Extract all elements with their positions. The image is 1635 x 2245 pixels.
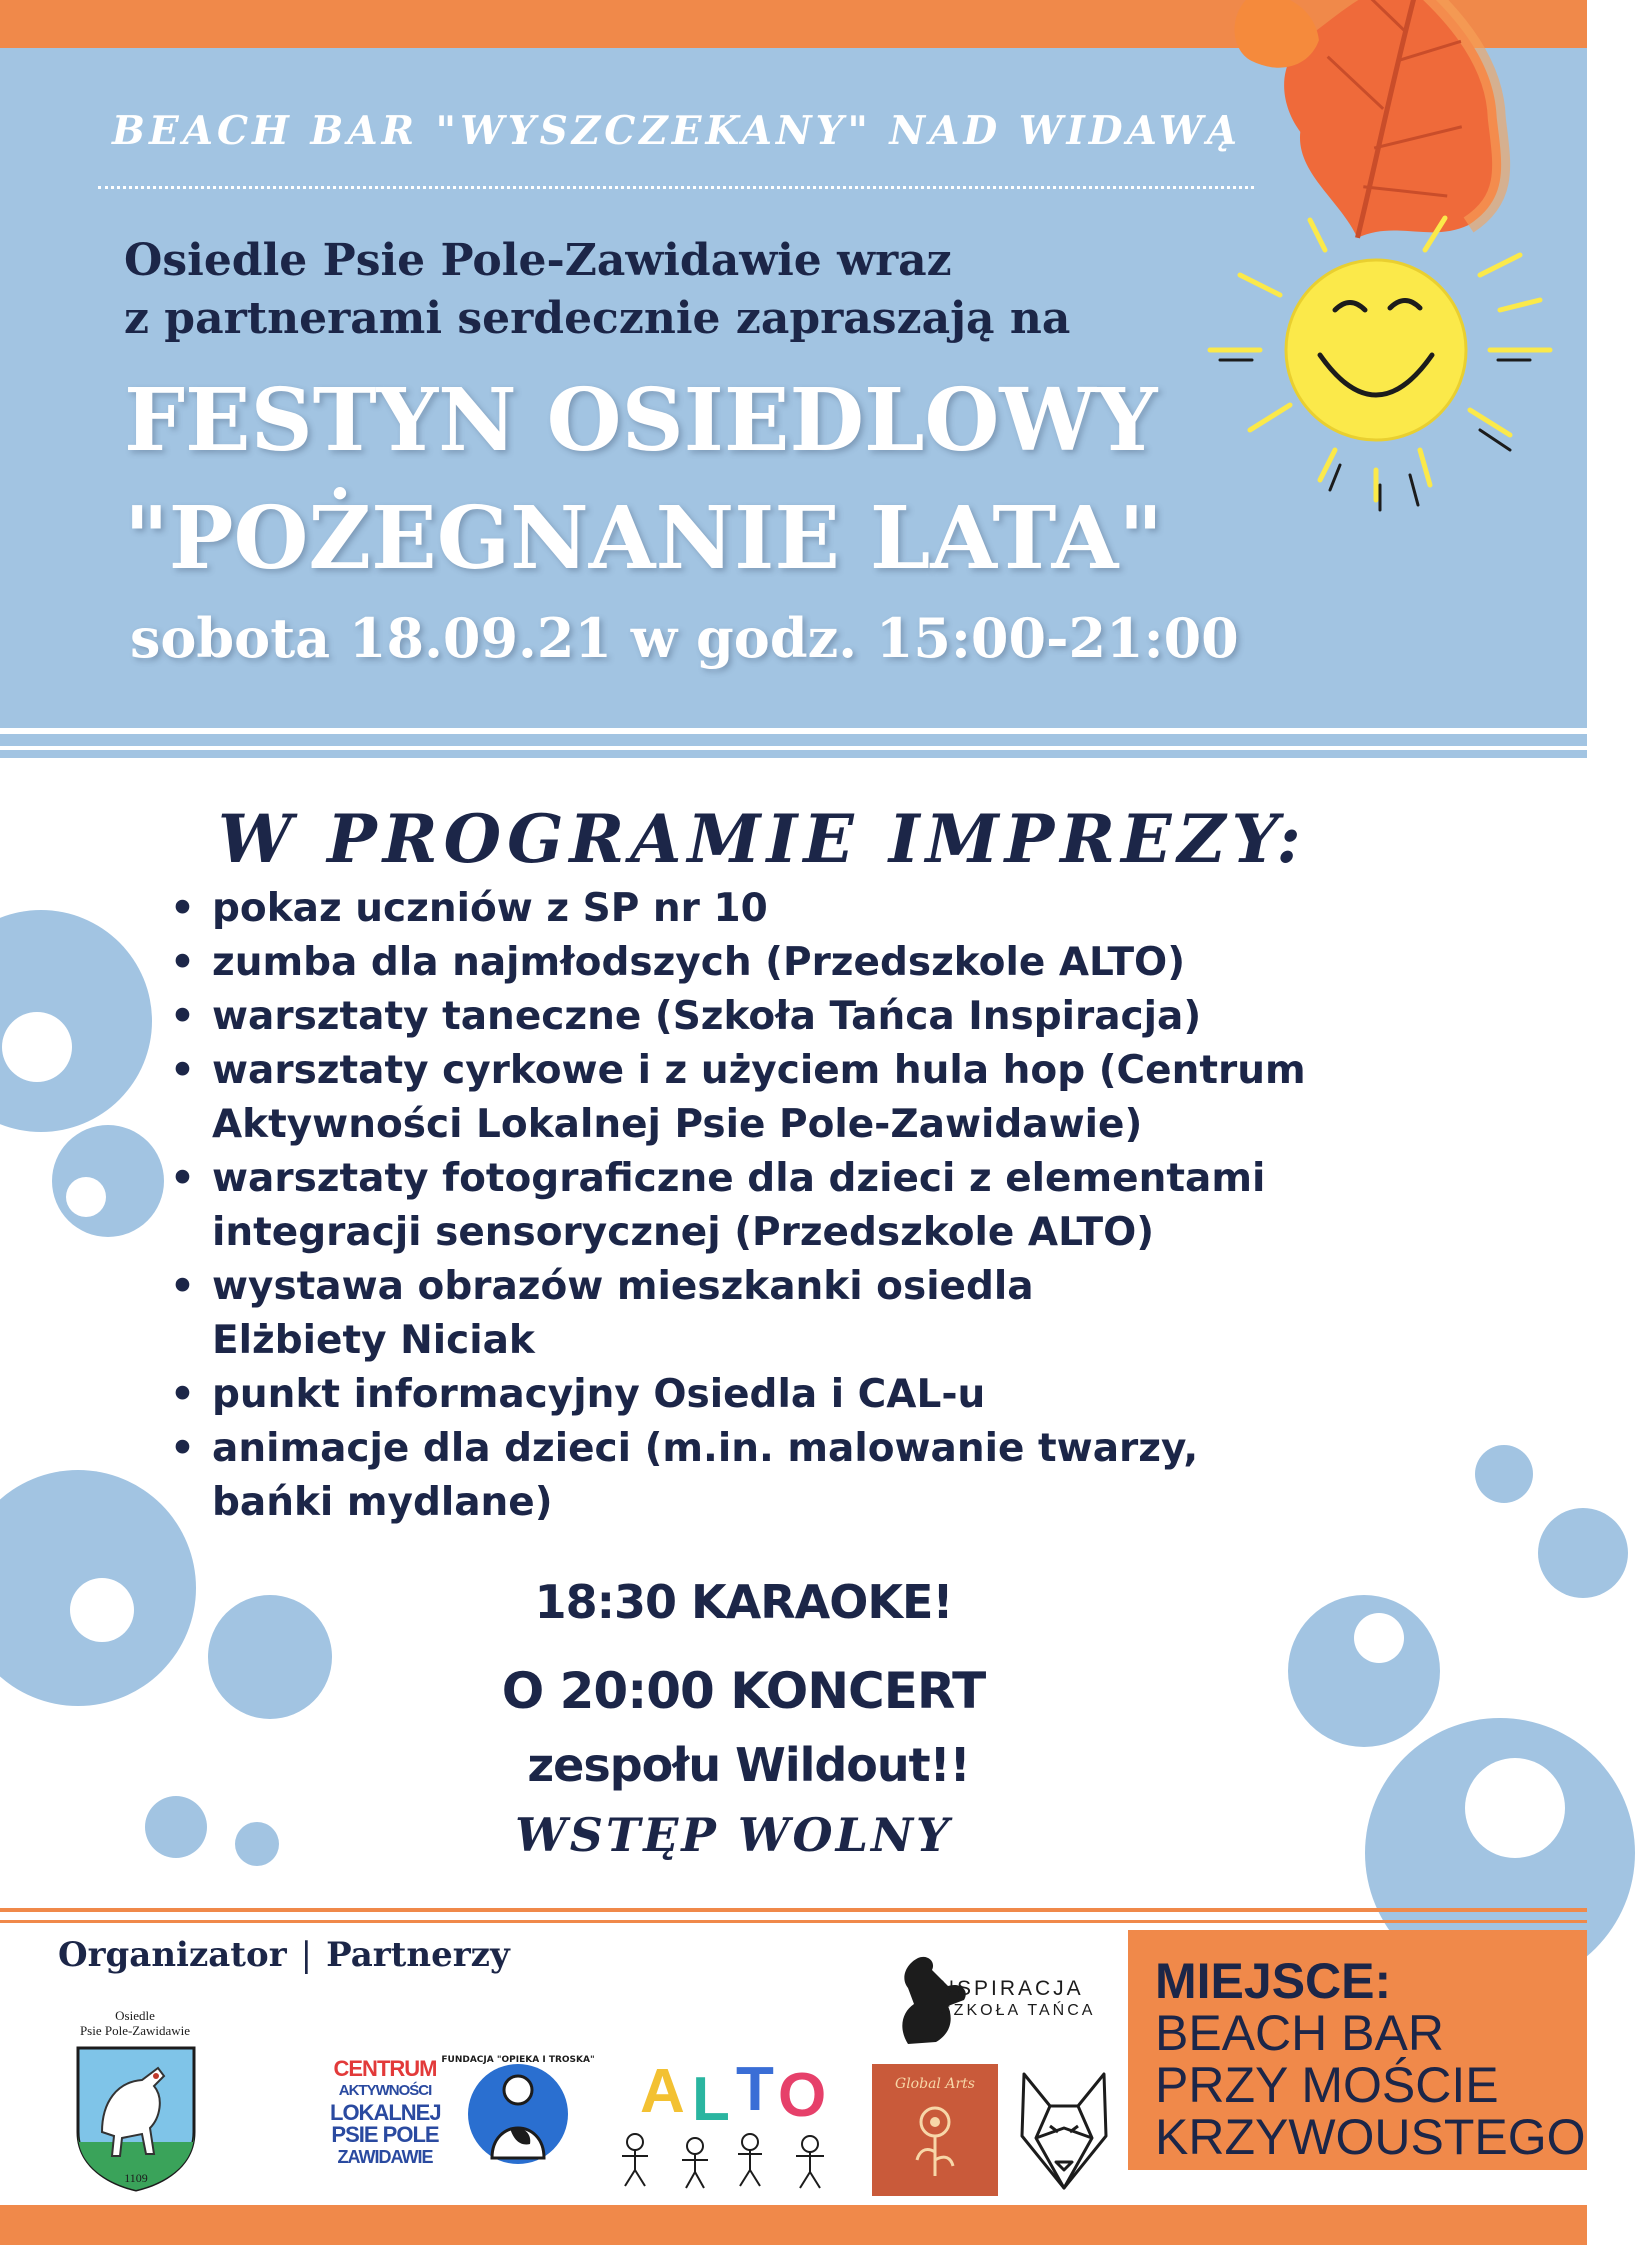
footer-rule-2 [0, 1920, 1587, 1923]
flower-icon [905, 2100, 965, 2180]
program-item: • wystawa obrazów mieszkanki osiedla Elżbiety Niciak [170, 1260, 1430, 1368]
partners-label: Partnerzy [326, 1935, 510, 1975]
event-title-line-1: FESTYN OSIEDLOWY [124, 370, 1158, 471]
cal-logo: CENTRUM AKTYWNOŚCI LOKALNEJ PSIE POLE ZAWIDAWIE [330, 2056, 441, 2167]
header-divider-band [0, 734, 1587, 746]
program-item: • animacje dla dzieci (m.in. malowanie twarzy, bańki mydlane) [170, 1422, 1430, 1530]
bottom-orange-bar [0, 2205, 1587, 2245]
venue-info [1155, 1955, 1586, 2163]
program-item: • warsztaty fotograficzne dla dzieci z elementami integracji sensorycznej (Przedszkole ALTO) [170, 1152, 1430, 1260]
invitation-line-1: Osiedle Psie Pole-Zawidawie wraz [124, 235, 952, 286]
venue-eyebrow: BEACH BAR "WYSZCZEKANY" NAD WIDAWĄ [112, 108, 1241, 154]
footer-label [58, 1935, 510, 1975]
label-separator: | [300, 1935, 313, 1975]
fundacja-logo-icon [441, 2048, 595, 2188]
bubble-decoration [1538, 1508, 1628, 1598]
inspiracja-logo: INSPIRACJA SZKOŁA TAŃCA [930, 1977, 1096, 2019]
invitation-text [124, 232, 1070, 348]
header-divider-band-2 [0, 750, 1587, 758]
organizer-label: Organizator [58, 1935, 287, 1975]
svg-text:1109: 1109 [124, 2171, 148, 2185]
program-item: • warsztaty taneczne (Szkoła Tańca Inspiracja) [170, 990, 1430, 1044]
bubble-decoration [52, 1125, 164, 1237]
children-figures-icon [610, 2130, 840, 2190]
venue-line-3: KRZYWOUSTEGO [1155, 2109, 1586, 2165]
band-name: zespołu Wildout!! [527, 1738, 970, 1792]
crest-caption: Osiedle Psie Pole-Zawidawie [79, 2008, 191, 2038]
program-item: • punkt informacyjny Osiedla i CAL-u [170, 1368, 1430, 1422]
geometric-dog-icon [1014, 2066, 1114, 2194]
venue-line-2: PRZY MOŚCIE [1155, 2057, 1499, 2113]
dotted-divider [98, 186, 1254, 189]
smiling-sun-icon [1180, 200, 1560, 520]
bubble-decoration [0, 910, 152, 1132]
event-title-line-2: "POŻEGNANIE LATA" [124, 488, 1164, 589]
venue-label: MIEJSCE: [1155, 1953, 1392, 2009]
global-arts-logo: Global Arts [872, 2064, 998, 2196]
karaoke-time: 18:30 KARAOKE! [534, 1575, 953, 1629]
program-item: • zumba dla najmłodszych (Przedszkole ALTO) [170, 936, 1430, 990]
svg-text:FUNDACJA "OPIEKA I TROSKA": FUNDACJA "OPIEKA I TROSKA" [441, 2055, 595, 2065]
program-item: • pokaz uczniów z SP nr 10 [170, 882, 1430, 936]
bubble-decoration [1475, 1445, 1533, 1503]
district-crest-icon [72, 2042, 200, 2192]
venue-line-1: BEACH BAR [1155, 2005, 1444, 2061]
program-list [170, 882, 1430, 1530]
invitation-line-2: z partnerami serdecznie zapraszają na [124, 293, 1071, 344]
program-heading: W PROGRAMIE IMPREZY: [218, 800, 1307, 878]
free-entry: WSTĘP WOLNY [515, 1808, 952, 1862]
concert-time: O 20:00 KONCERT [501, 1662, 986, 1720]
alto-logo: A L T O [600, 2046, 840, 2186]
program-item: • warsztaty cyrkowe i z użyciem hula hop (Centrum Aktywności Lokalnej Psie Pole-Zawidawie) [170, 1044, 1430, 1152]
event-date: sobota 18.09.21 w godz. 15:00-21:00 [130, 606, 1239, 670]
footer-rule [0, 1908, 1587, 1912]
